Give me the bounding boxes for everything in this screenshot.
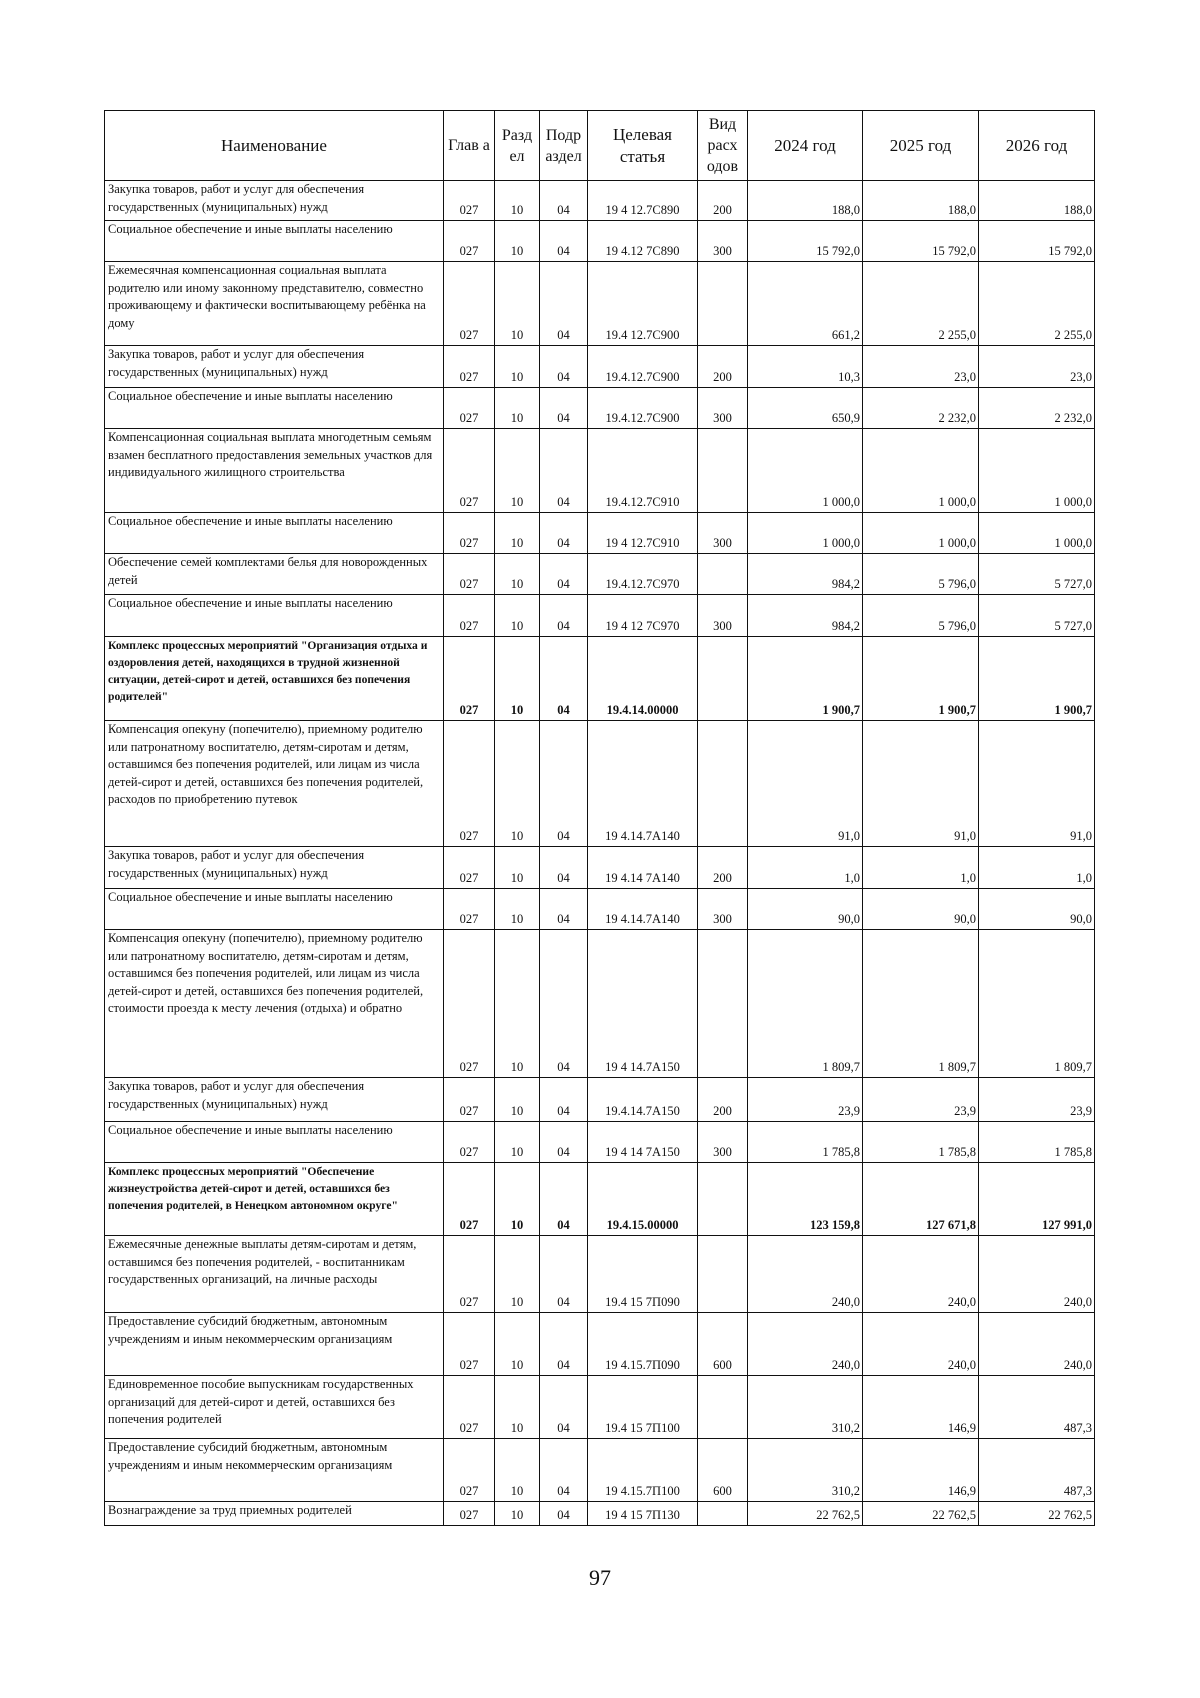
cell-vid (698, 1236, 748, 1313)
cell-y2024: 123 159,8 (748, 1163, 863, 1236)
cell-glava: 027 (444, 1502, 495, 1526)
cell-vid: 300 (698, 1122, 748, 1163)
cell-y2024: 22 762,5 (748, 1502, 863, 1526)
cell-y2024: 240,0 (748, 1313, 863, 1376)
table-row (105, 1078, 1095, 1122)
cell-article: 19 4.15.7П090 (588, 1313, 698, 1376)
cell-y2025: 23,9 (863, 1078, 979, 1122)
table-row (105, 721, 1095, 847)
cell-glava: 027 (444, 889, 495, 930)
cell-podrazdel: 04 (540, 388, 588, 429)
budget-table (104, 110, 1095, 1526)
cell-y2025: 5 796,0 (863, 595, 979, 637)
cell-name: Закупка товаров, работ и услуг для обеспечения государственных (муниципальных) нужд (105, 847, 444, 889)
cell-name: Вознаграждение за труд приемных родителей (105, 1502, 444, 1526)
cell-name: Закупка товаров, работ и услуг для обеспечения государственных (муниципальных) нужд (105, 1078, 444, 1122)
col-header-name: Наименование (105, 111, 444, 181)
cell-vid (698, 930, 748, 1078)
cell-podrazdel: 04 (540, 1236, 588, 1313)
cell-glava: 027 (444, 221, 495, 262)
cell-razdel: 10 (495, 1376, 540, 1439)
cell-y2026: 1 785,8 (979, 1122, 1095, 1163)
cell-glava: 027 (444, 513, 495, 554)
cell-y2025: 1 000,0 (863, 429, 979, 513)
cell-razdel: 10 (495, 1122, 540, 1163)
cell-article: 19 4 12 7С970 (588, 595, 698, 637)
cell-glava: 027 (444, 429, 495, 513)
cell-y2025: 1 785,8 (863, 1122, 979, 1163)
cell-article: 19.4.12.7С900 (588, 346, 698, 388)
cell-y2025: 5 796,0 (863, 554, 979, 595)
cell-name: Предоставление субсидий бюджетным, автономным учреждениям и иным некоммерческим организациям (105, 1313, 444, 1376)
cell-y2026: 23,0 (979, 346, 1095, 388)
cell-name: Компенсационная социальная выплата многодетным семьям взамен бесплатного предоставления земельных участков для индивидуального жилищного строительства (105, 429, 444, 513)
cell-y2024: 15 792,0 (748, 221, 863, 262)
cell-vid (698, 1502, 748, 1526)
table-row (105, 847, 1095, 889)
cell-vid: 300 (698, 513, 748, 554)
cell-podrazdel: 04 (540, 1502, 588, 1526)
cell-article: 19.4 15 7П100 (588, 1376, 698, 1439)
col-header-article: Целевая статья (588, 111, 698, 181)
cell-y2026: 2 255,0 (979, 262, 1095, 346)
cell-vid (698, 262, 748, 346)
cell-razdel: 10 (495, 513, 540, 554)
cell-podrazdel: 04 (540, 1313, 588, 1376)
cell-article: 19 4.12 7С890 (588, 221, 698, 262)
cell-glava: 027 (444, 1236, 495, 1313)
cell-article: 19.4.14.7А150 (588, 1078, 698, 1122)
table-row (105, 388, 1095, 429)
cell-vid: 200 (698, 1078, 748, 1122)
cell-article: 19.4 15 7П090 (588, 1236, 698, 1313)
cell-vid: 200 (698, 847, 748, 889)
cell-vid (698, 721, 748, 847)
cell-y2025: 240,0 (863, 1313, 979, 1376)
table-row (105, 1439, 1095, 1502)
cell-name: Социальное обеспечение и иные выплаты населению (105, 388, 444, 429)
cell-article: 19.4.12.7С910 (588, 429, 698, 513)
cell-razdel: 10 (495, 721, 540, 847)
table-body (105, 181, 1095, 1526)
cell-y2026: 188,0 (979, 181, 1095, 221)
cell-article: 19 4 15 7П130 (588, 1502, 698, 1526)
cell-y2026: 240,0 (979, 1236, 1095, 1313)
cell-podrazdel: 04 (540, 262, 588, 346)
cell-name: Социальное обеспечение и иные выплаты населению (105, 221, 444, 262)
cell-podrazdel: 04 (540, 889, 588, 930)
cell-y2026: 23,9 (979, 1078, 1095, 1122)
cell-article: 19 4 14 7А150 (588, 1122, 698, 1163)
cell-glava: 027 (444, 1376, 495, 1439)
cell-y2026: 1 000,0 (979, 429, 1095, 513)
cell-razdel: 10 (495, 429, 540, 513)
cell-name: Социальное обеспечение и иные выплаты населению (105, 889, 444, 930)
table-row (105, 429, 1095, 513)
cell-y2025: 1 809,7 (863, 930, 979, 1078)
cell-podrazdel: 04 (540, 221, 588, 262)
cell-y2024: 188,0 (748, 181, 863, 221)
cell-podrazdel: 04 (540, 346, 588, 388)
cell-podrazdel: 04 (540, 513, 588, 554)
cell-article: 19.4.15.00000 (588, 1163, 698, 1236)
cell-glava: 027 (444, 554, 495, 595)
col-header-2025: 2025 год (863, 111, 979, 181)
table-row (105, 595, 1095, 637)
cell-y2026: 240,0 (979, 1313, 1095, 1376)
cell-y2025: 1,0 (863, 847, 979, 889)
col-header-2024: 2024 год (748, 111, 863, 181)
cell-y2025: 2 255,0 (863, 262, 979, 346)
cell-vid: 300 (698, 221, 748, 262)
cell-y2026: 5 727,0 (979, 554, 1095, 595)
cell-glava: 027 (444, 388, 495, 429)
cell-y2024: 1 000,0 (748, 429, 863, 513)
cell-podrazdel: 04 (540, 429, 588, 513)
cell-razdel: 10 (495, 554, 540, 595)
cell-article: 19 4 12.7С910 (588, 513, 698, 554)
cell-article: 19 4.14.7А140 (588, 889, 698, 930)
cell-y2026: 5 727,0 (979, 595, 1095, 637)
cell-y2024: 90,0 (748, 889, 863, 930)
cell-y2025: 90,0 (863, 889, 979, 930)
cell-y2025: 1 000,0 (863, 513, 979, 554)
cell-vid (698, 1376, 748, 1439)
cell-name: Компенсация опекуну (попечителю), приемному родителю или патронатному воспитателю, детям-сиротам и детям, оставшимся без попечения родителей, или лицам из числа детей-сирот и детей, оставшихся без попечения родителей, расходов по приобретению путевок (105, 721, 444, 847)
cell-article: 19.4.14.00000 (588, 637, 698, 721)
cell-podrazdel: 04 (540, 1122, 588, 1163)
table-row (105, 513, 1095, 554)
cell-y2026: 487,3 (979, 1376, 1095, 1439)
cell-vid: 300 (698, 595, 748, 637)
cell-vid (698, 637, 748, 721)
table-row (105, 221, 1095, 262)
cell-razdel: 10 (495, 262, 540, 346)
cell-razdel: 10 (495, 1236, 540, 1313)
cell-razdel: 10 (495, 1313, 540, 1376)
cell-vid: 300 (698, 388, 748, 429)
cell-razdel: 10 (495, 595, 540, 637)
cell-y2024: 650,9 (748, 388, 863, 429)
cell-name: Предоставление субсидий бюджетным, автономным учреждениям и иным некоммерческим организациям (105, 1439, 444, 1502)
cell-y2025: 127 671,8 (863, 1163, 979, 1236)
cell-podrazdel: 04 (540, 721, 588, 847)
table-row (105, 889, 1095, 930)
header-row (105, 111, 1095, 181)
cell-name: Закупка товаров, работ и услуг для обеспечения государственных (муниципальных) нужд (105, 346, 444, 388)
cell-y2026: 22 762,5 (979, 1502, 1095, 1526)
cell-article: 19 4 14.7А150 (588, 930, 698, 1078)
table-row (105, 637, 1095, 721)
cell-y2024: 310,2 (748, 1376, 863, 1439)
cell-vid: 600 (698, 1439, 748, 1502)
cell-y2026: 487,3 (979, 1439, 1095, 1502)
cell-podrazdel: 04 (540, 847, 588, 889)
table-row (105, 554, 1095, 595)
cell-name: Социальное обеспечение и иные выплаты населению (105, 595, 444, 637)
cell-y2025: 146,9 (863, 1439, 979, 1502)
cell-article: 19.4.12.7С900 (588, 388, 698, 429)
cell-glava: 027 (444, 595, 495, 637)
cell-vid: 600 (698, 1313, 748, 1376)
cell-podrazdel: 04 (540, 1078, 588, 1122)
cell-glava: 027 (444, 930, 495, 1078)
cell-y2025: 22 762,5 (863, 1502, 979, 1526)
cell-y2025: 146,9 (863, 1376, 979, 1439)
cell-article: 19.4 12.7С900 (588, 262, 698, 346)
cell-vid: 300 (698, 889, 748, 930)
cell-y2024: 23,9 (748, 1078, 863, 1122)
cell-glava: 027 (444, 637, 495, 721)
cell-vid: 200 (698, 346, 748, 388)
cell-razdel: 10 (495, 346, 540, 388)
cell-article: 19.4.12.7С970 (588, 554, 698, 595)
cell-glava: 027 (444, 181, 495, 221)
cell-y2024: 984,2 (748, 595, 863, 637)
cell-glava: 027 (444, 1122, 495, 1163)
col-header-vid: Вид расх одов (698, 111, 748, 181)
cell-vid (698, 554, 748, 595)
cell-razdel: 10 (495, 847, 540, 889)
cell-glava: 027 (444, 1163, 495, 1236)
cell-y2025: 240,0 (863, 1236, 979, 1313)
cell-y2026: 91,0 (979, 721, 1095, 847)
cell-y2026: 15 792,0 (979, 221, 1095, 262)
cell-name: Компенсация опекуну (попечителю), приемному родителю или патронатному воспитателю, детям-сиротам и детям, оставшимся без попечения родителей, или лицам из числа детей-сирот и детей, оставшихся без попечения родителей, стоимости проезда к месту лечения (отдыха) и обратно (105, 930, 444, 1078)
cell-razdel: 10 (495, 1078, 540, 1122)
table-row (105, 1163, 1095, 1236)
cell-name: Социальное обеспечение и иные выплаты населению (105, 1122, 444, 1163)
cell-y2026: 127 991,0 (979, 1163, 1095, 1236)
cell-name: Комплекс процессных мероприятий "Обеспечение жизнеустройства детей-сирот и детей, оставшихся без попечения родителей, в Ненецком автономном округе" (105, 1163, 444, 1236)
cell-y2025: 23,0 (863, 346, 979, 388)
cell-podrazdel: 04 (540, 1439, 588, 1502)
cell-vid (698, 429, 748, 513)
col-header-glava: Глав а (444, 111, 495, 181)
cell-vid (698, 1163, 748, 1236)
cell-y2024: 984,2 (748, 554, 863, 595)
table-row (105, 1122, 1095, 1163)
cell-article: 19 4.14 7А140 (588, 847, 698, 889)
cell-razdel: 10 (495, 221, 540, 262)
cell-article: 19 4 12.7С890 (588, 181, 698, 221)
cell-name: Ежемесячные денежные выплаты детям-сиротам и детям, оставшимся без попечения родителей, - воспитанникам государственных организаций, на личные расходы (105, 1236, 444, 1313)
cell-podrazdel: 04 (540, 930, 588, 1078)
col-header-podrazdel: Подр аздел (540, 111, 588, 181)
cell-y2026: 1,0 (979, 847, 1095, 889)
cell-podrazdel: 04 (540, 595, 588, 637)
cell-name: Ежемесячная компенсационная социальная выплата родителю или иному законному представителю, совместно проживающему и фактически воспитывающему ребёнка на дому (105, 262, 444, 346)
table-row (105, 1313, 1095, 1376)
cell-y2025: 188,0 (863, 181, 979, 221)
cell-podrazdel: 04 (540, 1163, 588, 1236)
cell-article: 19 4.15.7П100 (588, 1439, 698, 1502)
cell-y2025: 2 232,0 (863, 388, 979, 429)
cell-y2025: 15 792,0 (863, 221, 979, 262)
cell-y2025: 1 900,7 (863, 637, 979, 721)
table-row (105, 262, 1095, 346)
cell-y2024: 1 809,7 (748, 930, 863, 1078)
col-header-razdel: Разд ел (495, 111, 540, 181)
cell-glava: 027 (444, 262, 495, 346)
cell-y2024: 1 785,8 (748, 1122, 863, 1163)
table-row (105, 181, 1095, 221)
cell-y2026: 1 900,7 (979, 637, 1095, 721)
cell-razdel: 10 (495, 1439, 540, 1502)
cell-y2024: 10,3 (748, 346, 863, 388)
table-row (105, 346, 1095, 388)
cell-razdel: 10 (495, 637, 540, 721)
table-row (105, 930, 1095, 1078)
cell-glava: 027 (444, 847, 495, 889)
cell-name: Единовременное пособие выпускникам государственных организаций для детей-сирот и детей, оставшихся без попечения родителей (105, 1376, 444, 1439)
cell-glava: 027 (444, 346, 495, 388)
cell-y2024: 1 000,0 (748, 513, 863, 554)
cell-glava: 027 (444, 1439, 495, 1502)
cell-name: Комплекс процессных мероприятий "Организация отдыха и оздоровления детей, находящихся в трудной жизненной ситуации, детей-сирот и детей, оставшихся без попечения родителей" (105, 637, 444, 721)
cell-y2026: 2 232,0 (979, 388, 1095, 429)
cell-razdel: 10 (495, 1163, 540, 1236)
cell-razdel: 10 (495, 388, 540, 429)
cell-article: 19 4.14.7А140 (588, 721, 698, 847)
table-row (105, 1236, 1095, 1313)
cell-podrazdel: 04 (540, 554, 588, 595)
cell-y2026: 1 809,7 (979, 930, 1095, 1078)
cell-podrazdel: 04 (540, 181, 588, 221)
cell-razdel: 10 (495, 930, 540, 1078)
cell-y2026: 1 000,0 (979, 513, 1095, 554)
cell-razdel: 10 (495, 1502, 540, 1526)
cell-y2025: 91,0 (863, 721, 979, 847)
table-row (105, 1376, 1095, 1439)
cell-y2026: 90,0 (979, 889, 1095, 930)
cell-y2024: 1 900,7 (748, 637, 863, 721)
col-header-2026: 2026 год (979, 111, 1095, 181)
cell-name: Обеспечение семей комплектами белья для новорожденных детей (105, 554, 444, 595)
cell-name: Социальное обеспечение и иные выплаты населению (105, 513, 444, 554)
cell-podrazdel: 04 (540, 637, 588, 721)
cell-glava: 027 (444, 721, 495, 847)
cell-vid: 200 (698, 181, 748, 221)
cell-glava: 027 (444, 1078, 495, 1122)
cell-razdel: 10 (495, 181, 540, 221)
page-number: 97 (589, 1565, 611, 1590)
cell-glava: 027 (444, 1313, 495, 1376)
cell-y2024: 240,0 (748, 1236, 863, 1313)
cell-name: Закупка товаров, работ и услуг для обеспечения государственных (муниципальных) нужд (105, 181, 444, 221)
cell-y2024: 91,0 (748, 721, 863, 847)
cell-y2024: 310,2 (748, 1439, 863, 1502)
cell-y2024: 661,2 (748, 262, 863, 346)
cell-podrazdel: 04 (540, 1376, 588, 1439)
table-row (105, 1502, 1095, 1526)
cell-y2024: 1,0 (748, 847, 863, 889)
cell-razdel: 10 (495, 889, 540, 930)
